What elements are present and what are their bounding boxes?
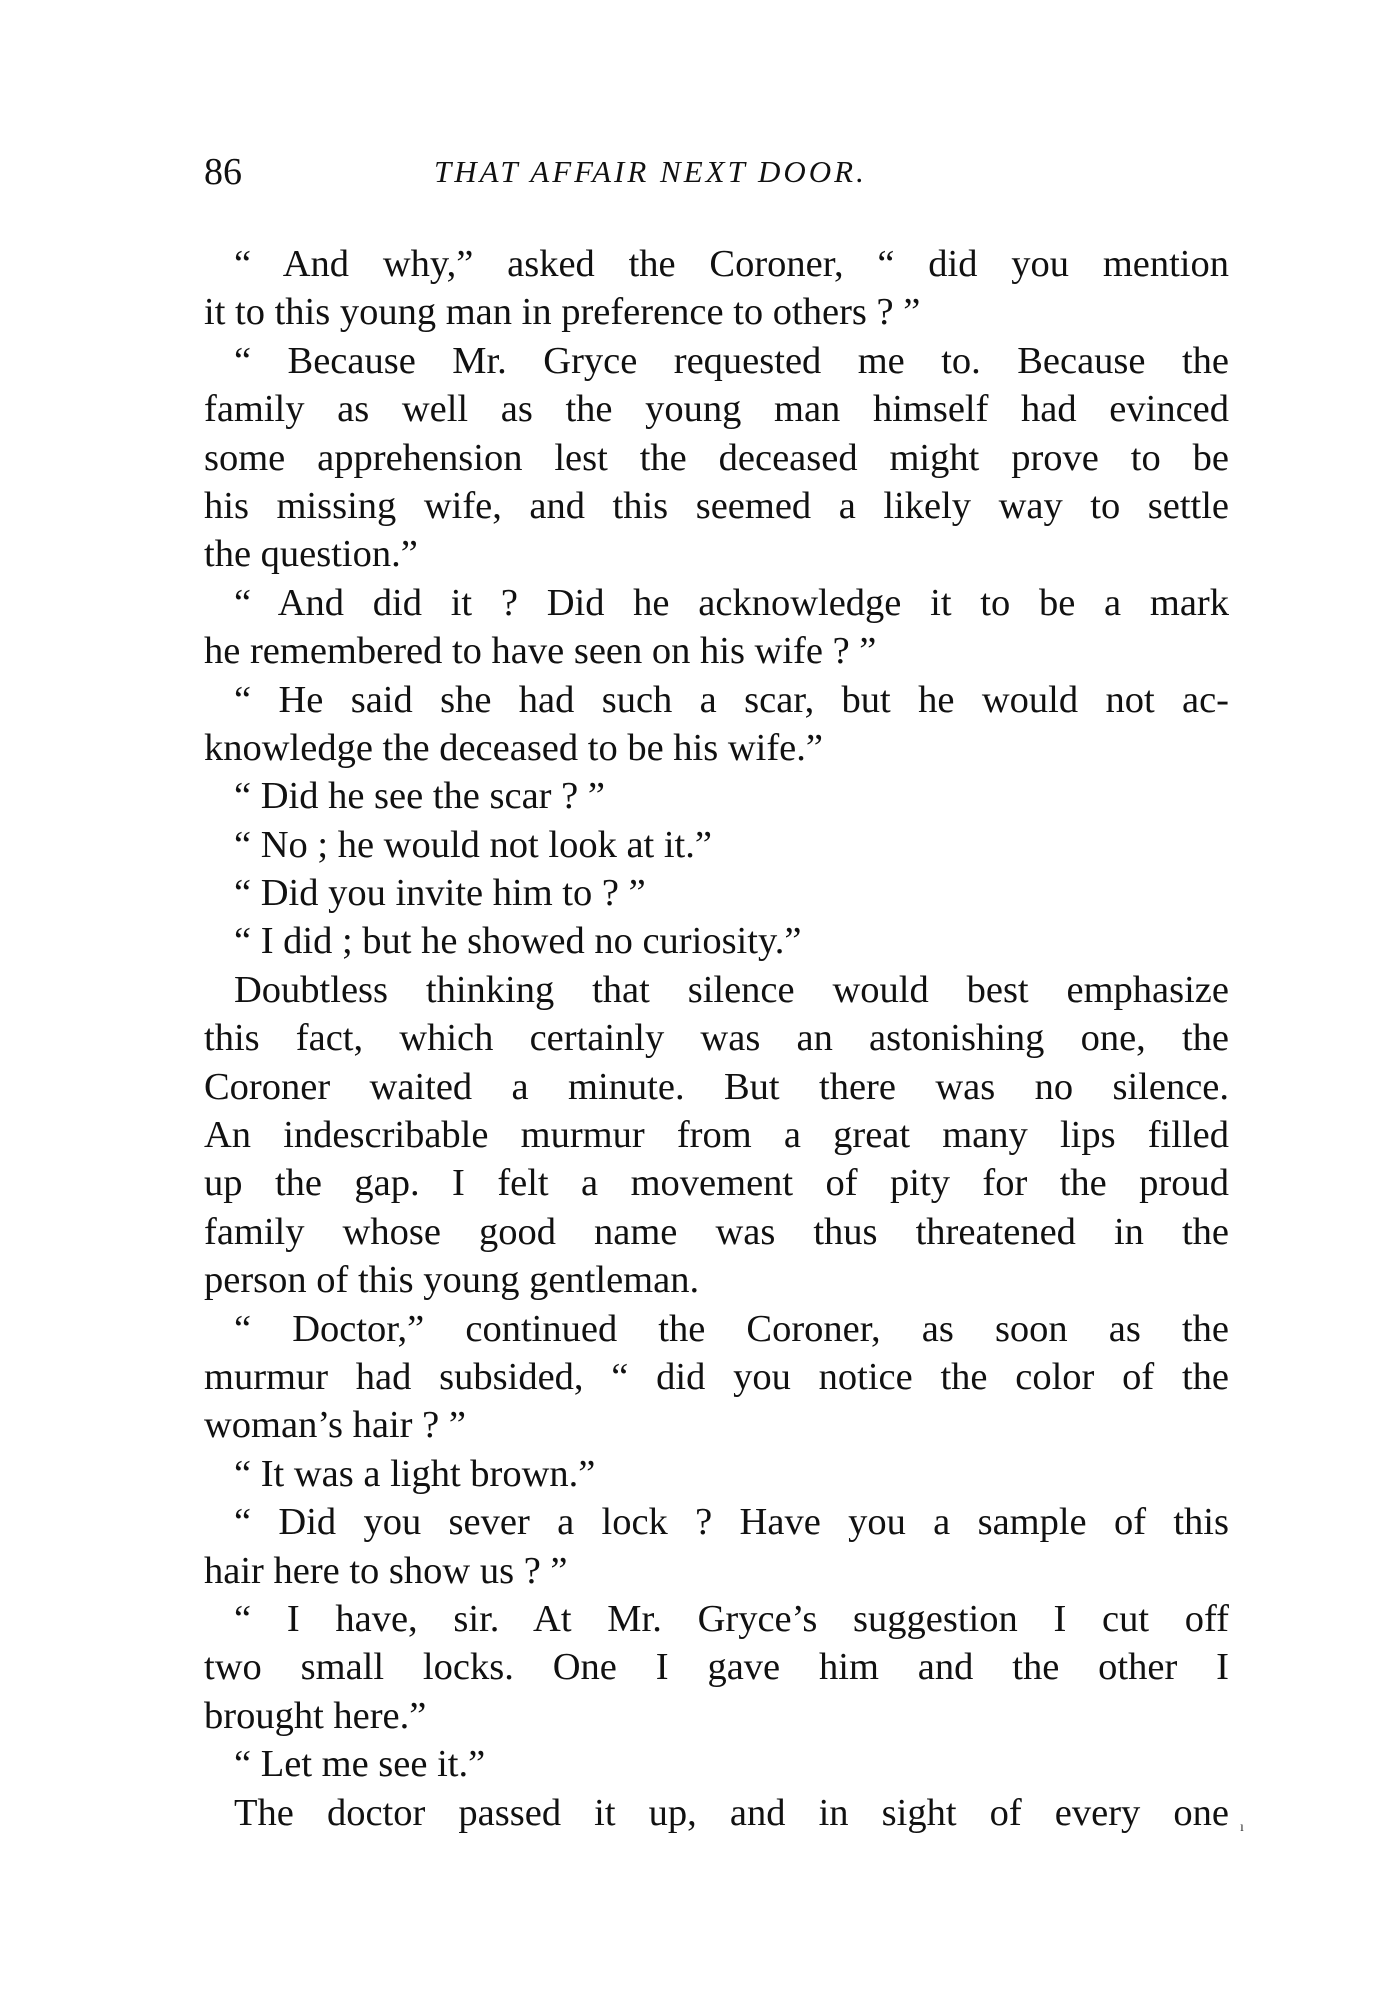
text-line: “ It was a light brown.” [234, 1452, 596, 1495]
running-title: THAT AFFAIR NEXT DOOR. [434, 154, 867, 189]
print-mark: ı [1240, 1820, 1244, 1835]
text-line: murmur had subsided, “ did you notice the color of the [204, 1355, 1229, 1398]
text-line: some apprehension lest the deceased might prove to be [204, 436, 1229, 479]
text-line: The doctor passed it up, and in sight of every one [234, 1791, 1229, 1834]
text-line: “ And did it ? Did he acknowledge it to be a mark [234, 581, 1229, 624]
text-line: “ Because Mr. Gryce requested me to. Because the [234, 339, 1229, 382]
page-header [204, 150, 1234, 210]
text-line: the question.” [204, 533, 418, 576]
body-text [204, 240, 1229, 1837]
text-line: “ I did ; but he showed no curiosity.” [234, 920, 802, 963]
text-line: Coroner waited a minute. But there was no silence. [204, 1065, 1229, 1108]
text-line: “ Did you invite him to ? ” [234, 872, 646, 915]
text-line: his missing wife, and this seemed a likely way to settle [204, 484, 1229, 527]
text-line: “ Doctor,” continued the Coroner, as soon as the [234, 1307, 1229, 1350]
text-line: family whose good name was thus threatened in the [204, 1210, 1229, 1253]
text-line: family as well as the young man himself had evinced [204, 388, 1229, 431]
text-line: person of this young gentleman. [204, 1259, 700, 1302]
text-line: “ No ; he would not look at it.” [234, 823, 712, 866]
text-line: “ Did you sever a lock ? Have you a sample of this [234, 1501, 1229, 1544]
text-line: “ Let me see it.” [234, 1743, 486, 1786]
text-line: two small locks. One I gave him and the other I [204, 1646, 1229, 1689]
text-line: this fact, which certainly was an astonishing one, the [204, 1017, 1229, 1060]
text-line: “ I have, sir. At Mr. Gryce’s suggestion I cut off [234, 1597, 1229, 1640]
text-line: knowledge the deceased to be his wife.” [204, 726, 823, 769]
page-number: 86 [204, 151, 242, 193]
text-line: An indescribable murmur from a great many lips filled [204, 1114, 1229, 1157]
text-line: “ He said she had such a scar, but he would not ac- [234, 678, 1229, 721]
text-line: Doubtless thinking that silence would best emphasize [234, 968, 1229, 1011]
text-line: woman’s hair ? ” [204, 1404, 466, 1447]
text-line: he remembered to have seen on his wife ? ” [204, 630, 877, 673]
text-line: it to this young man in preference to others ? ” [204, 291, 921, 334]
text-line: hair here to show us ? ” [204, 1549, 568, 1592]
text-line: brought here.” [204, 1694, 427, 1737]
text-line: up the gap. I felt a movement of pity for the proud [204, 1162, 1229, 1205]
text-line: “ Did he see the scar ? ” [234, 775, 605, 818]
text-line: “ And why,” asked the Coroner, “ did you mention [234, 243, 1229, 285]
